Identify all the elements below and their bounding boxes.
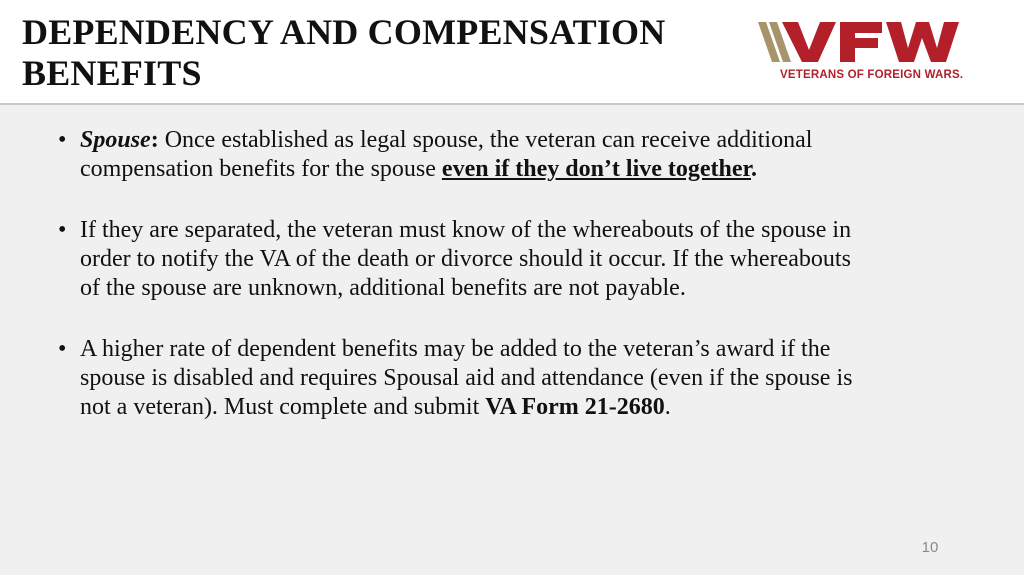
bullet-dot: •: [58, 217, 67, 243]
bullet-list: [58, 126, 858, 422]
bullet-text: If they are separated, the veteran must know of the whereabouts of the spouse in order to notify the VA of the death or divorce should it occur. If the whereabouts of the spouse are unknown, additional benefits are not payable.: [80, 217, 852, 301]
bullet-item-spouse: [58, 126, 858, 184]
bullet-text: A higher rate of dependent benefits may be added to the veteran’s award if the spouse is disabled and requires Spousal aid and attendance (even if the spouse is not a veteran). Must complete and submit: [80, 336, 853, 420]
bullet-label-spouse: Spouse: [80, 127, 151, 153]
bullet-label-colon: :: [150, 127, 159, 153]
vfw-logo: [758, 20, 986, 86]
bullet-emphasis-form: VA Form 21-2680: [485, 394, 665, 420]
vfw-logo-mark: [758, 20, 986, 64]
bullet-dot: •: [58, 336, 67, 362]
bullet-dot: •: [58, 127, 67, 153]
bullet-period: .: [664, 394, 671, 420]
bullet-text: Once established as legal spouse, the veteran can receive additional compensation benefits for the spouse: [80, 127, 813, 182]
slide-header: [0, 0, 1024, 105]
bullet-item-higher-rate: [58, 335, 858, 422]
vfw-logo-subtitle: VETERANS OF FOREIGN WARS.: [780, 69, 964, 81]
page-number: 10: [921, 539, 939, 556]
bullet-emphasis: even if they don’t live together: [441, 156, 751, 182]
slide-title: DEPENDENCY AND COMPENSATION BENEFITS: [22, 12, 666, 93]
bullet-item-separated: [58, 216, 858, 303]
bullet-period: .: [750, 156, 757, 182]
